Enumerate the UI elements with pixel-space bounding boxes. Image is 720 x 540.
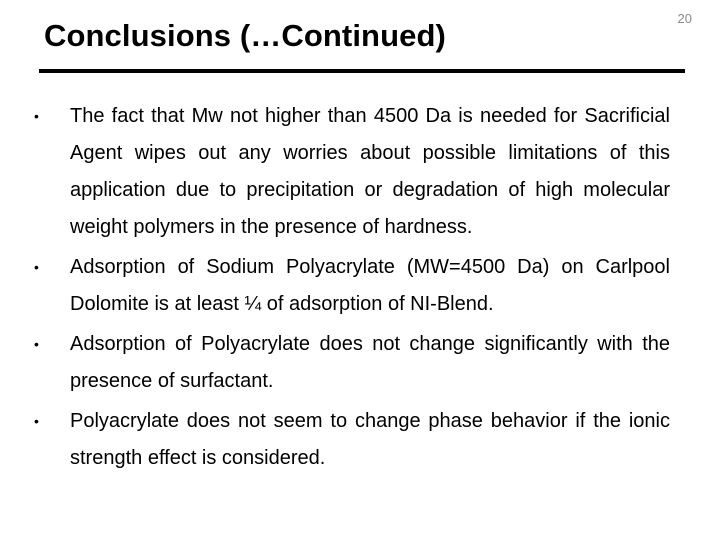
slide-title: Conclusions (…Continued) bbox=[44, 18, 446, 53]
bullet-dot-icon: • bbox=[34, 259, 39, 275]
bullet-text: Adsorption of Polyacrylate does not change significantly with the presence of surfactant. bbox=[70, 333, 670, 392]
bullet-item bbox=[34, 98, 670, 246]
bullet-dot-icon: • bbox=[34, 336, 39, 352]
title-divider bbox=[39, 69, 685, 73]
bullet-dot-icon: • bbox=[34, 413, 39, 429]
page-number: 20 bbox=[677, 11, 692, 26]
bullet-item bbox=[34, 326, 670, 400]
bullet-text: Polyacrylate does not seem to change phase behavior if the ionic strength effect is considered. bbox=[70, 410, 670, 469]
bullet-dot-icon: • bbox=[34, 108, 39, 124]
bullet-item bbox=[34, 403, 670, 477]
bullet-text: Adsorption of Sodium Polyacrylate (MW=4500 Da) on Carlpool Dolomite is at least ¼ of adsorption of NI-Blend. bbox=[70, 256, 670, 315]
bullet-item bbox=[34, 249, 670, 323]
bullet-text: The fact that Mw not higher than 4500 Da is needed for Sacrificial Agent wipes out any worries about possible limitations of this application due to precipitation or degradation of high molecular weight polymers in the presence of hardness. bbox=[70, 105, 670, 238]
bullet-list bbox=[34, 98, 670, 480]
